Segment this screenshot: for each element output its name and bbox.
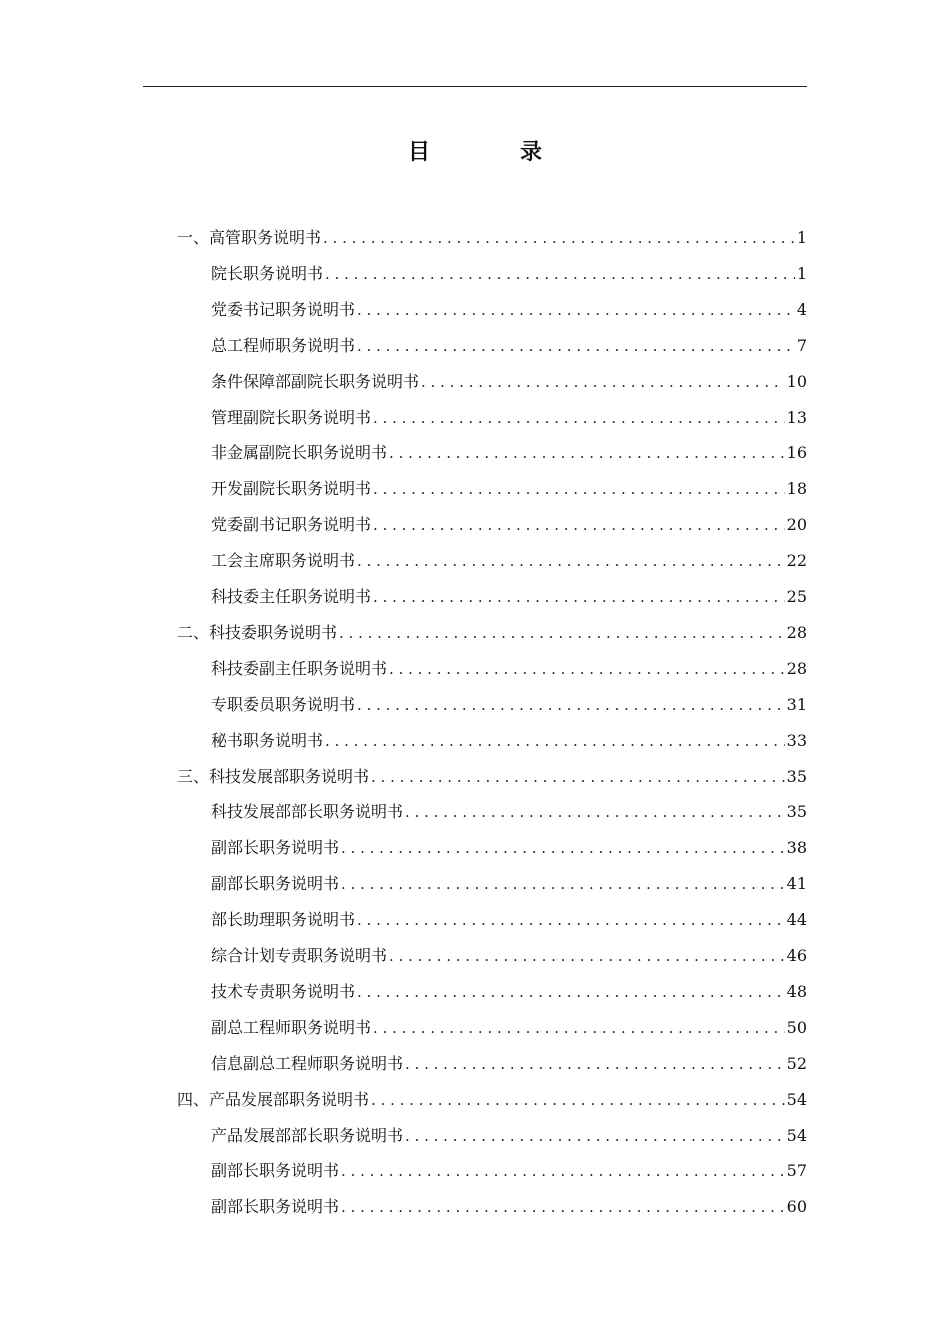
toc-page-number: 35 — [786, 802, 807, 822]
toc-entry-label: 综合计划专责职务说明书 — [211, 946, 388, 965]
toc-page-number: 33 — [786, 730, 807, 750]
toc-subsection-entry[interactable] — [211, 723, 807, 759]
toc-dot-leader — [373, 471, 785, 507]
toc-entry-label: 科技发展部部长职务说明书 — [211, 802, 404, 822]
toc-entry-label: 二、科技委职务说明书 — [177, 622, 338, 642]
toc-dot-leader — [373, 1010, 785, 1046]
toc-entry-label: 专职委员职务说明书 — [211, 694, 356, 714]
toc-page-number: 60 — [786, 1197, 807, 1217]
toc-dot-leader — [421, 364, 785, 400]
toc-subsection-entry[interactable] — [211, 1153, 807, 1189]
toc-entry-label: 副部长职务说明书 — [211, 1197, 340, 1217]
toc-subsection-entry[interactable] — [211, 974, 807, 1010]
toc-entry-label: 产品发展部部长职务说明书 — [211, 1125, 404, 1145]
toc-page-number: 35 — [786, 766, 807, 786]
toc-subsection-entry[interactable] — [211, 687, 807, 723]
toc-subsection-entry[interactable] — [211, 579, 807, 615]
toc-dot-leader — [325, 723, 785, 759]
toc-entry-label: 部长助理职务说明书 — [211, 910, 356, 930]
toc-dot-leader — [341, 1189, 785, 1225]
toc-entry-label: 四、产品发展部职务说明书 — [177, 1089, 370, 1109]
toc-subsection-entry[interactable] — [211, 794, 807, 830]
toc-entry-label: 党委副书记职务说明书 — [211, 515, 372, 535]
toc-dot-leader — [371, 1082, 785, 1118]
toc-subsection-entry[interactable] — [211, 471, 807, 507]
toc-page-number: 50 — [786, 1017, 807, 1037]
toc-dot-leader — [357, 543, 785, 579]
toc-subsection-entry[interactable] — [211, 256, 807, 292]
toc-entry-label: 秘书职务说明书 — [211, 730, 324, 750]
toc-subsection-entry[interactable] — [211, 328, 807, 364]
toc-subsection-entry[interactable] — [211, 902, 807, 938]
toc-dot-leader — [341, 1153, 785, 1189]
toc-dot-leader — [389, 435, 785, 471]
toc-page-number: 54 — [786, 1089, 807, 1109]
toc-dot-leader — [339, 615, 785, 651]
toc-dot-leader — [325, 256, 795, 292]
toc-dot-leader — [357, 292, 795, 328]
toc-page-number: 28 — [786, 658, 807, 678]
toc-entry-label: 科技委主任职务说明书 — [211, 587, 372, 606]
toc-subsection-entry[interactable] — [211, 1010, 807, 1046]
toc-section-entry[interactable] — [177, 615, 807, 651]
toc-subsection-entry[interactable] — [211, 435, 807, 471]
toc-page-number: 7 — [796, 335, 807, 355]
toc-subsection-entry[interactable] — [211, 938, 807, 974]
toc-page-number: 4 — [796, 299, 807, 319]
toc-dot-leader — [405, 794, 785, 830]
toc-entry-label: 一、高管职务说明书 — [177, 228, 322, 247]
toc-subsection-entry[interactable] — [211, 507, 807, 543]
toc-page-number: 13 — [786, 407, 807, 427]
toc-entry-label: 副部长职务说明书 — [211, 838, 340, 858]
toc-page-number: 31 — [786, 694, 807, 714]
toc-entry-label: 副部长职务说明书 — [211, 874, 340, 894]
toc-page-number: 54 — [786, 1125, 807, 1145]
toc-entry-label: 副总工程师职务说明书 — [211, 1017, 372, 1037]
toc-dot-leader — [389, 938, 785, 974]
toc-entry-label: 副部长职务说明书 — [211, 1161, 340, 1181]
toc-page-number: 52 — [786, 1053, 807, 1073]
toc-dot-leader — [357, 974, 785, 1010]
toc-subsection-entry[interactable] — [211, 1189, 807, 1225]
toc-dot-leader — [357, 328, 795, 364]
toc-subsection-entry[interactable] — [211, 292, 807, 328]
toc-dot-leader — [373, 579, 785, 615]
header-rule — [143, 86, 807, 87]
page-title: 目 录 — [407, 139, 576, 165]
toc-entry-label: 党委书记职务说明书 — [211, 299, 356, 319]
toc-subsection-entry[interactable] — [211, 1046, 807, 1082]
toc-entry-label: 院长职务说明书 — [211, 263, 324, 283]
toc-entry-label: 信息副总工程师职务说明书 — [211, 1053, 404, 1073]
toc-entry-label: 科技委副主任职务说明书 — [211, 658, 388, 678]
toc-entry-label: 非金属副院长职务说明书 — [211, 443, 388, 463]
toc-entry-label: 条件保障部副院长职务说明书 — [211, 371, 420, 391]
toc-dot-leader — [357, 902, 785, 938]
toc-page-number: 16 — [786, 443, 807, 463]
toc-entry-label: 三、科技发展部职务说明书 — [177, 766, 370, 786]
toc-subsection-entry[interactable] — [211, 364, 807, 400]
toc-subsection-entry[interactable] — [211, 866, 807, 902]
toc-page-number: 18 — [786, 479, 807, 499]
toc-subsection-entry[interactable] — [211, 400, 807, 436]
toc-dot-leader — [357, 687, 785, 723]
toc-dot-leader — [341, 830, 785, 866]
toc-page-number: 22 — [786, 551, 807, 571]
toc-page-number: 20 — [786, 515, 807, 535]
toc-dot-leader — [373, 400, 785, 436]
toc-subsection-entry[interactable] — [211, 543, 807, 579]
toc-dot-leader — [405, 1118, 785, 1154]
toc-entry-label: 工会主席职务说明书 — [211, 551, 356, 571]
toc-dot-leader — [371, 759, 785, 795]
toc-subsection-entry[interactable] — [211, 830, 807, 866]
toc-subsection-entry[interactable] — [211, 1118, 807, 1154]
toc-dot-leader — [405, 1046, 785, 1082]
toc-page-number: 44 — [786, 910, 807, 930]
toc-page-number: 38 — [786, 838, 807, 858]
toc-entry-label: 总工程师职务说明书 — [211, 335, 356, 355]
toc-page-number: 25 — [786, 587, 807, 606]
toc-section-entry[interactable] — [177, 220, 807, 256]
toc-subsection-entry[interactable] — [211, 651, 807, 687]
toc-page-number: 1 — [796, 263, 807, 283]
toc-dot-leader — [341, 866, 785, 902]
toc-page-number: 1 — [796, 228, 807, 247]
toc-section-entry[interactable] — [177, 1082, 807, 1118]
toc-page-number: 57 — [786, 1161, 807, 1181]
toc-page-number: 41 — [786, 874, 807, 894]
toc-entry-label: 管理副院长职务说明书 — [211, 407, 372, 427]
toc-page-number: 46 — [786, 946, 807, 965]
toc-section-entry[interactable] — [177, 759, 807, 795]
toc-entry-label: 技术专责职务说明书 — [211, 981, 356, 1001]
toc-page-number: 10 — [786, 371, 807, 391]
toc-page-number: 28 — [786, 622, 807, 642]
toc-page-number: 48 — [786, 981, 807, 1001]
toc-entry-label: 开发副院长职务说明书 — [211, 479, 372, 499]
toc-dot-leader — [373, 507, 785, 543]
toc-dot-leader — [323, 220, 795, 256]
toc-dot-leader — [389, 651, 785, 687]
